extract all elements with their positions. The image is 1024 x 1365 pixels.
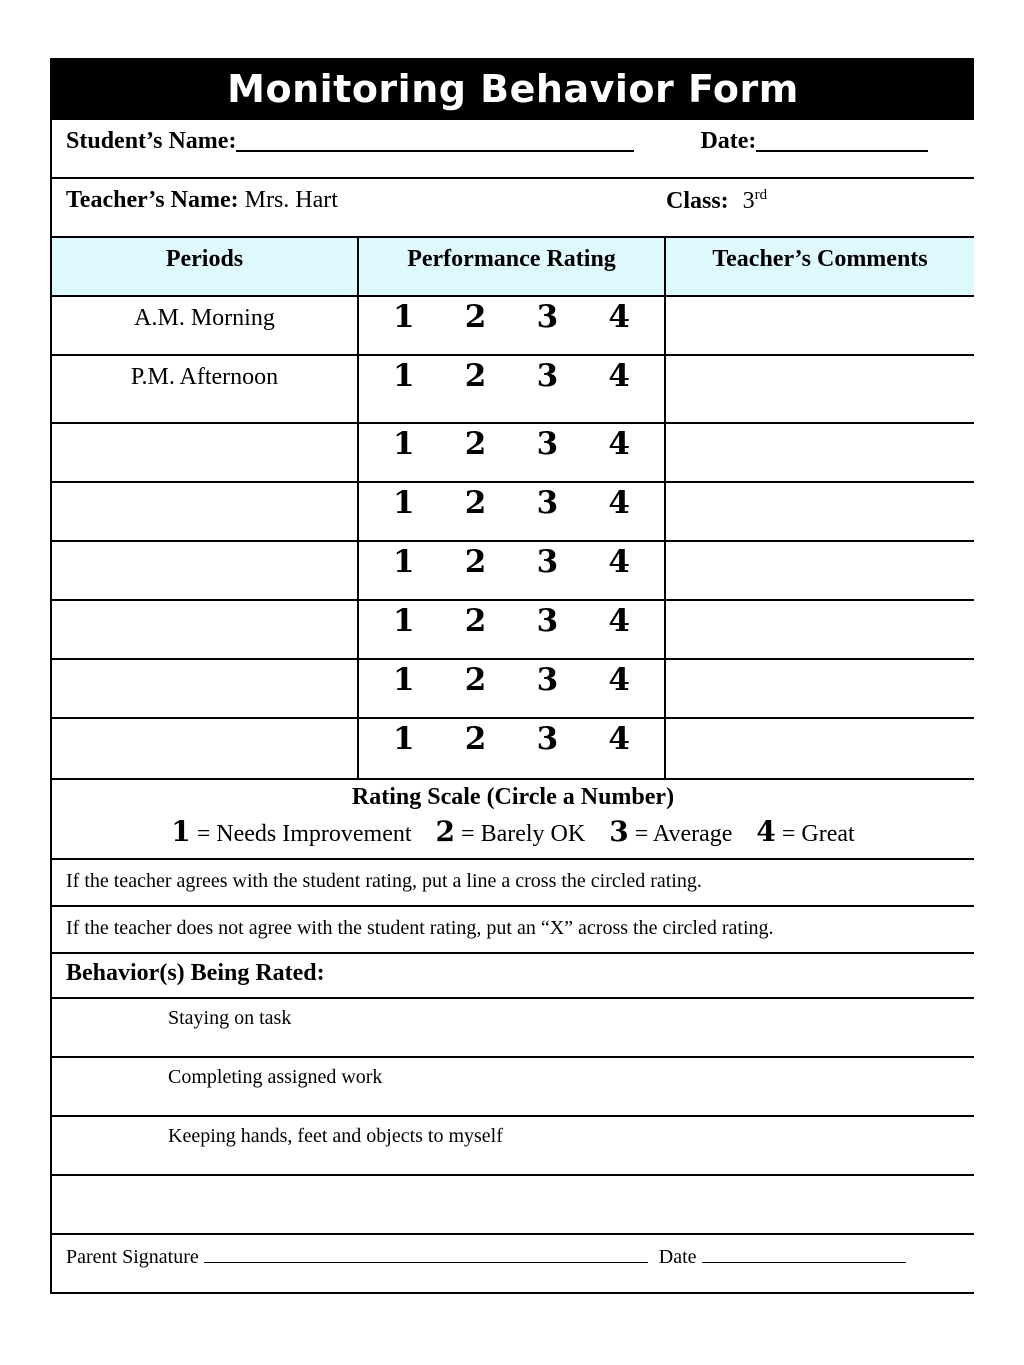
teacher-comment-cell[interactable] — [666, 719, 974, 778]
scale-num-3: 3 — [609, 815, 629, 848]
behavior-item-1: Staying on task — [52, 999, 974, 1058]
rating-option-1[interactable]: 1 — [393, 662, 415, 698]
header-teacher-comments: Teacher’s Comments — [666, 238, 974, 297]
student-name-label: Student’s Name: — [66, 128, 237, 154]
student-name-field[interactable] — [236, 128, 634, 152]
rating-option-4[interactable]: 4 — [608, 485, 630, 521]
behavior-item-3: Keeping hands, feet and objects to myself — [52, 1117, 974, 1176]
rating-option-2[interactable]: 2 — [464, 603, 487, 639]
rating-option-3[interactable]: 3 — [536, 358, 559, 394]
rating-option-4[interactable]: 4 — [608, 358, 630, 394]
period-cell: A.M. Morning — [52, 297, 359, 356]
student-info-row — [52, 120, 974, 179]
period-cell[interactable] — [52, 542, 359, 601]
rating-option-1[interactable]: 1 — [393, 426, 415, 462]
parent-signature-field[interactable] — [204, 1244, 648, 1263]
period-cell[interactable] — [52, 719, 359, 778]
rating-option-3[interactable]: 3 — [536, 485, 559, 521]
form-title: Monitoring Behavior Form — [52, 58, 974, 120]
teacher-name-value: Mrs. Hart — [244, 187, 338, 213]
rating-option-3[interactable]: 3 — [536, 544, 559, 580]
rating-option-2[interactable]: 2 — [464, 485, 487, 521]
performance-rating-cell — [359, 719, 666, 778]
behavior-item-4[interactable] — [52, 1176, 974, 1235]
teacher-comment-cell[interactable] — [666, 660, 974, 719]
note-agree: If the teacher agrees with the student rating, put a line a cross the circled rating. — [52, 860, 974, 907]
period-cell[interactable] — [52, 424, 359, 483]
rating-option-4[interactable]: 4 — [608, 662, 630, 698]
performance-rating-cell — [359, 424, 666, 483]
period-cell[interactable] — [52, 483, 359, 542]
performance-rating-cell — [359, 542, 666, 601]
teacher-comment-cell[interactable] — [666, 542, 974, 601]
scale-num-2: 2 — [435, 815, 456, 848]
rating-scale — [52, 778, 974, 860]
rating-option-2[interactable]: 2 — [464, 544, 487, 580]
class-group — [666, 187, 767, 215]
rating-option-1[interactable]: 1 — [393, 603, 415, 639]
rating-option-2[interactable]: 2 — [464, 662, 487, 698]
rating-option-2[interactable]: 2 — [464, 299, 487, 335]
rating-option-1[interactable]: 1 — [393, 485, 415, 521]
rating-option-3[interactable]: 3 — [536, 721, 559, 757]
date-label: Date: — [700, 128, 757, 154]
parent-signature-row — [52, 1235, 974, 1294]
rating-option-4[interactable]: 4 — [608, 299, 630, 335]
rating-option-4[interactable]: 4 — [608, 544, 630, 580]
parent-signature-label: Parent Signature — [66, 1246, 199, 1268]
scale-text-2: = Barely OK — [461, 821, 586, 847]
rating-scale-legend — [52, 815, 974, 848]
rating-option-1[interactable]: 1 — [393, 358, 415, 394]
rating-option-4[interactable]: 4 — [608, 721, 630, 757]
rating-option-2[interactable]: 2 — [464, 721, 487, 757]
teacher-info-row — [52, 179, 974, 238]
rating-table — [52, 238, 974, 778]
rating-option-1[interactable]: 1 — [393, 721, 415, 757]
teacher-comment-cell[interactable] — [666, 297, 974, 356]
rating-option-2[interactable]: 2 — [464, 426, 487, 462]
class-value: 3 — [742, 188, 755, 214]
scale-num-1: 1 — [171, 815, 191, 848]
note-disagree: If the teacher does not agree with the student rating, put an “X” across the circled rating. — [52, 907, 974, 954]
behavior-form — [50, 58, 974, 1294]
teacher-comment-cell[interactable] — [666, 356, 974, 424]
teacher-comment-cell[interactable] — [666, 483, 974, 542]
date-field[interactable] — [756, 128, 928, 152]
rating-scale-title: Rating Scale (Circle a Number) — [351, 784, 675, 810]
rating-option-3[interactable]: 3 — [536, 426, 559, 462]
scale-text-4: = Great — [781, 821, 855, 847]
performance-rating-cell — [359, 356, 666, 424]
scale-num-4: 4 — [756, 815, 776, 848]
teacher-name-label: Teacher’s Name: — [66, 187, 239, 213]
rating-option-4[interactable]: 4 — [608, 603, 630, 639]
scale-text-3: = Average — [634, 821, 733, 847]
period-cell[interactable] — [52, 601, 359, 660]
scale-text-1: = Needs Improvement — [196, 821, 412, 847]
performance-rating-cell — [359, 297, 666, 356]
signature-date-label: Date — [658, 1246, 697, 1268]
rating-option-3[interactable]: 3 — [536, 299, 559, 335]
rating-option-3[interactable]: 3 — [536, 603, 559, 639]
rating-option-2[interactable]: 2 — [464, 358, 487, 394]
performance-rating-cell — [359, 601, 666, 660]
class-label: Class: — [666, 188, 729, 214]
header-periods: Periods — [52, 238, 359, 297]
performance-rating-cell — [359, 483, 666, 542]
rating-option-3[interactable]: 3 — [536, 662, 559, 698]
period-cell: P.M. Afternoon — [52, 356, 359, 424]
rating-option-4[interactable]: 4 — [608, 426, 630, 462]
signature-date-field[interactable] — [702, 1244, 906, 1263]
teacher-comment-cell[interactable] — [666, 424, 974, 483]
class-suffix: rd — [754, 187, 768, 203]
performance-rating-cell — [359, 660, 666, 719]
behavior-item-2: Completing assigned work — [52, 1058, 974, 1117]
rating-option-1[interactable]: 1 — [393, 299, 415, 335]
behaviors-title: Behavior(s) Being Rated: — [52, 954, 974, 999]
rating-option-1[interactable]: 1 — [393, 544, 415, 580]
header-performance-rating: Performance Rating — [359, 238, 666, 297]
teacher-comment-cell[interactable] — [666, 601, 974, 660]
period-cell[interactable] — [52, 660, 359, 719]
